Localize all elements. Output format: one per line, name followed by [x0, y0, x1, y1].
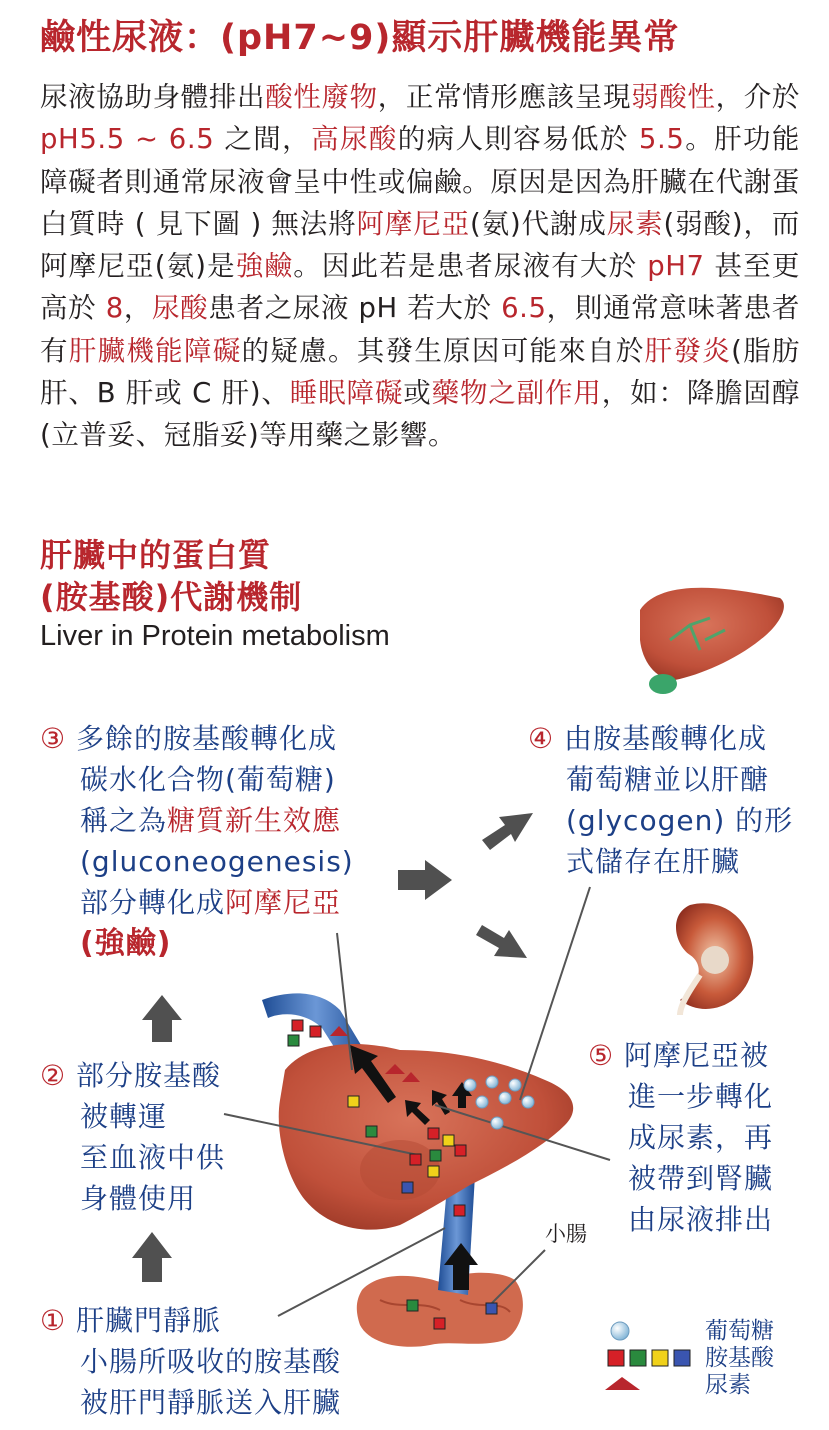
note-4-line: 由胺基酸轉化成: [564, 722, 768, 755]
note-1-number: ①: [40, 1304, 67, 1337]
section-title-line2: (胺基酸)代謝機制: [40, 578, 303, 616]
note-3-line: 稱之為: [80, 804, 168, 837]
note-4-number: ④: [528, 722, 555, 755]
note-3: [40, 718, 354, 964]
section-title-line1: 肝臟中的蛋白質: [40, 536, 272, 574]
legend-glyphs: [605, 1322, 690, 1390]
paragraph-text: (弱酸)，而阿摩尼亞(氨)是: [40, 207, 800, 283]
paragraph-highlight: 高尿酸: [311, 123, 398, 156]
paragraph-highlight: pH5.5 ~ 6.5: [40, 123, 215, 156]
note-4-line: 式儲存在肝臟: [566, 845, 741, 878]
legend-amino-acid-label: 胺基酸: [705, 1345, 774, 1371]
paragraph-highlight: 酸性廢物: [265, 81, 378, 113]
note-4-line: (glycogen) 的形: [566, 804, 794, 837]
paragraph-text: ，則通常意味著患者有: [40, 292, 800, 367]
paragraph-text: ，正常情形應該呈現: [377, 81, 632, 113]
paragraph-highlight: 強鹼: [235, 250, 294, 283]
paragraph-text: 。肝功能障礙者則通常尿液會呈中性或偏鹼。原因是因為肝臟在代謝蛋白質時 ( 見下圖 ) 無法將: [40, 123, 800, 240]
note-3-number: ③: [40, 722, 67, 755]
paragraph-highlight: 藥物之副作用: [431, 377, 602, 410]
note-3-line: 碳水化合物(葡萄糖): [80, 763, 336, 796]
note-5-line: 被帶到腎臟: [628, 1162, 774, 1195]
note-5-line: 由尿液排出: [628, 1203, 774, 1236]
note-2: [40, 1055, 225, 1219]
note-3-highlight: 阿摩尼亞: [225, 886, 342, 919]
paragraph-text: 患者之尿液 pH 若大於: [208, 292, 502, 325]
note-1-line: 小腸所吸收的胺基酸: [80, 1345, 342, 1378]
note-4: [528, 718, 793, 882]
paragraph-highlight: 肝臟機能障礙: [68, 334, 242, 367]
paragraph-highlight: 6.5: [501, 292, 547, 325]
small-intestine-label: 小腸: [545, 1222, 587, 1246]
paragraph-highlight: 尿酸: [152, 292, 209, 325]
paragraph-text: ，如：降膽固醇(立普妥、冠脂妥)等用藥之影響。: [40, 377, 800, 452]
paragraph-highlight: 8: [105, 292, 124, 325]
paragraph-highlight: 睡眠障礙: [289, 377, 404, 410]
note-3-highlight: 糖質新生效應: [167, 804, 342, 837]
paragraph-text: 或: [403, 377, 432, 410]
note-5-number: ⑤: [588, 1039, 615, 1072]
note-5-line: 進一步轉化: [628, 1080, 774, 1113]
note-3-line: (gluconeogenesis): [80, 845, 354, 878]
note-2-number: ②: [40, 1059, 67, 1092]
paragraph-text: 的病人則容易低於: [397, 123, 639, 156]
note-2-line: 部分胺基酸: [76, 1059, 222, 1092]
paragraph-text: 甚至更高於: [40, 250, 801, 325]
paragraph-text: ，介於: [715, 81, 800, 113]
note-5-line: 成尿素，再: [628, 1121, 774, 1154]
note-2-line: 身體使用: [80, 1182, 197, 1215]
note-2-line: 被轉運: [80, 1100, 168, 1133]
paragraph-text: (氨)代謝成: [470, 207, 607, 240]
legend-glucose-label: 葡萄糖: [705, 1318, 774, 1344]
page-title: 鹼性尿液：(pH7~9)顯示肝臟機能異常: [40, 18, 680, 58]
kidney-icon: [676, 903, 753, 1015]
paragraph-text: 之間，: [214, 123, 312, 156]
note-5-line: 阿摩尼亞被: [624, 1039, 770, 1072]
legend-urea-label: 尿素: [705, 1372, 751, 1398]
note-3-line: 部分轉化成: [80, 886, 226, 919]
paragraph-highlight: pH7: [647, 250, 705, 283]
note-2-line: 至血液中供: [80, 1141, 226, 1174]
note-1-line: 肝臟門靜脈: [76, 1304, 222, 1337]
paragraph-highlight: 弱酸性: [631, 81, 716, 113]
note-3-line: 多餘的胺基酸轉化成: [76, 722, 338, 755]
paragraph-text: (脂肪肝、B 肝或 C 肝)、: [40, 334, 800, 410]
paragraph-text: ，: [123, 292, 153, 325]
paragraph-text: 的疑慮。其發生原因可能來自於: [241, 334, 645, 367]
note-5: [588, 1035, 773, 1240]
note-1-line: 被肝門靜脈送入肝臟: [80, 1386, 342, 1419]
paragraph-highlight: 尿素: [606, 207, 664, 240]
paragraph-highlight: 阿摩尼亞: [356, 207, 471, 240]
note-3-highlight: (強鹼): [80, 926, 172, 961]
paragraph-text: 尿液協助身體排出: [40, 81, 266, 113]
note-4-line: 葡萄糖並以肝醣: [566, 763, 770, 796]
paragraph-text: 。因此若是患者尿液有大於: [293, 250, 648, 283]
body-paragraph: [40, 76, 800, 457]
note-1: [40, 1300, 341, 1423]
paragraph-highlight: 肝發炎: [644, 334, 732, 367]
section-title-english: Liver in Protein metabolism: [40, 620, 390, 652]
liver-thumbnail-icon: [640, 588, 784, 694]
paragraph-highlight: 5.5: [638, 123, 685, 156]
